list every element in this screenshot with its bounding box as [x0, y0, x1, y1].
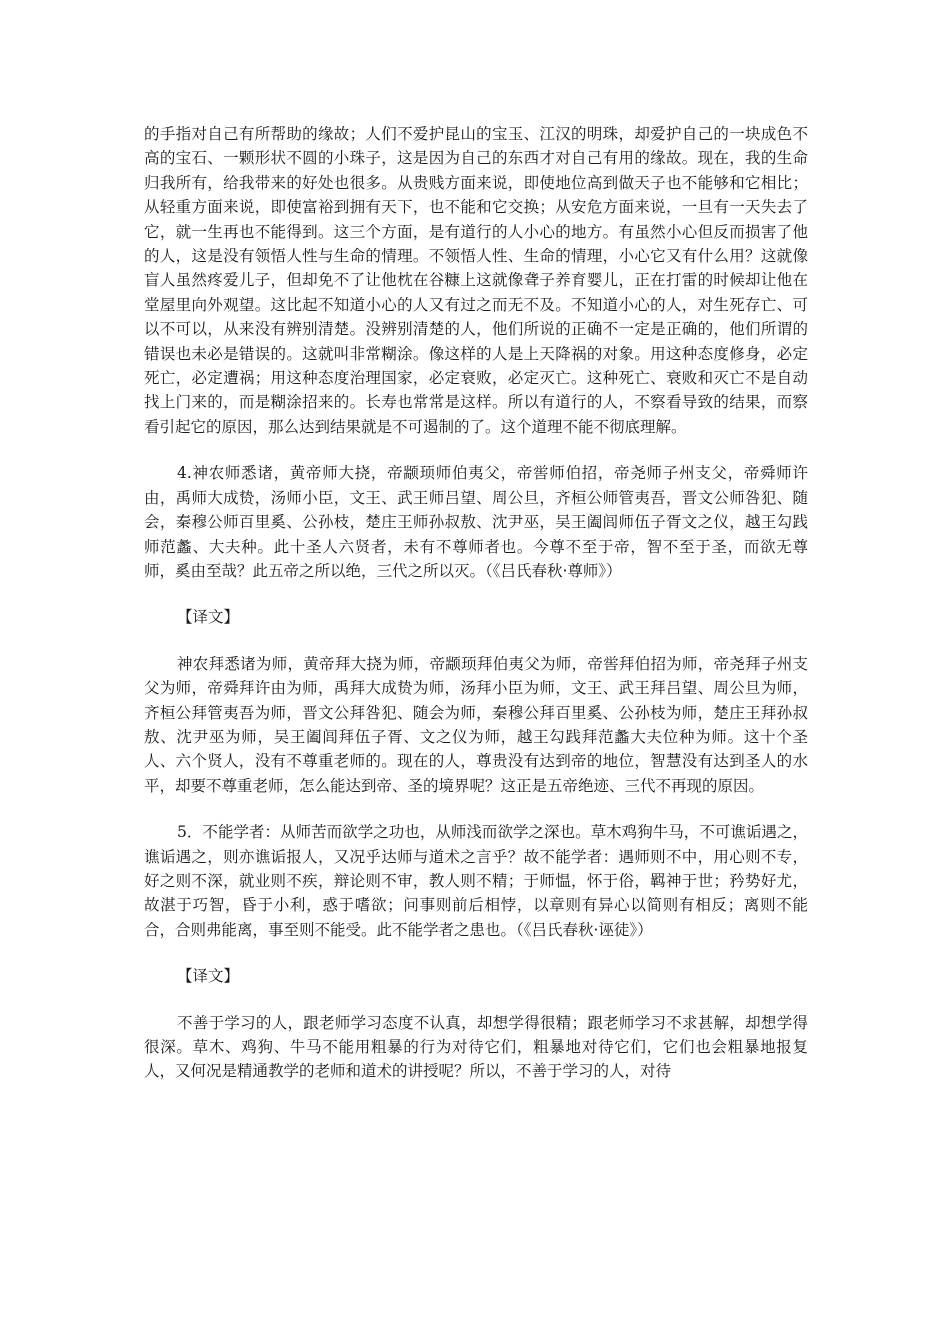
paragraph-item-4-translation: 神农拜悉诸为师，黄帝拜大挠为师，帝颛顼拜伯夷父为师，帝喾拜伯招为师，帝尧拜子州支父为师，帝舜拜许由为师，禹拜大成贽为师，汤拜小臣为师，文王、武王拜吕望、周公旦为师，齐桓公拜管夷吾为师，晋文公拜咎犯、随会为师，秦穆公拜百里奚、公孙枝为师，楚庄王拜孙叔敖、沈尹巫为师，吴王阖闾拜伍子胥、文之仪为师，越王勾践拜范蠡大夫位种为师。这十个圣人、六个贤人，没有不尊重老师的。现在的人，尊贵没有达到帝的地位，智慧没有达到圣人的水平，却要不尊重老师，怎么能达到帝、圣的境界呢？这正是五帝绝迹、三代不再现的原因。	[144, 654, 808, 795]
paragraph-translation-continued: 的手指对自己有所帮助的缘故；人们不爱护昆山的宝玉、江汉的明珠，却爱护自己的一块成色不高的宝石、一颗形状不圆的小珠子，这是因为自己的东西才对自己有用的缘故。现在，我的生命归我所有，给我带来的好处也很多。从贵贱方面来说，即使地位高到做天子也不能够和它相比；从轻重方面来说，即使富裕到拥有天下，也不能和它交换；从安危方面来说，一旦有一天失去了它，就一生再也不能得到。这三个方面，是有道行的人小心的地方。有虽然小心但反而损害了他的人，这是没有领悟人性与生命的情理。不领悟人性、生命的情理，小心它又有什么用？这就像盲人虽然疼爱儿子，但却免不了让他枕在谷糠上这就像聋子养育婴儿，正在打雷的时候却让他在堂屋里向外观望。这比起不知道小心的人又有过之而无不及。不知道小心的人，对生死存亡、可以不可以，从来没有辨别清楚。没辨别清楚的人，他们所说的正确不一定是正确的，他们所谓的错误也未必是错误的。这就叫非常糊涂。像这样的人是上天降祸的对象。用这种态度修身，必定死亡，必定遭祸；用这种态度治理国家，必定衰败，必定灭亡。这种死亡、衰败和灭亡不是自动找上门来的，而是糊涂招来的。长寿也常常是这样。所以有道行的人，不察看导致的结果，而察看引起它的原因，那么达到结果就是不可遏制的了。这个道理不能不彻底理解。	[144, 125, 808, 436]
document-body	[144, 122, 808, 1084]
translation-heading-2: 【译文】	[177, 967, 240, 986]
translation-heading-1: 【译文】	[177, 608, 240, 627]
paragraph-item-5-translation: 不善于学习的人，跟老师学习态度不认真，却想学得很精；跟老师学习不求甚解，却想学得很深。草木、鸡狗、牛马不能用粗暴的行为对待它们，粗暴地对待它们，它们也会粗暴地报复人，又何况是精通教学的老师和道术的讲授呢？所以，不善于学习的人，对待	[144, 1013, 808, 1081]
paragraph-item-5-original: 5．不能学者：从师苦而欲学之功也，从师浅而欲学之深也。草木鸡狗牛马，不可谯诟遇之，谯诟遇之，则亦谯诟报人，又况乎达师与道术之言乎？故不能学者：遇师则不中，用心则不专，好之则不深，就业则不疾，辩论则不审，教人则不精；于师愠，怀于俗，羁神于世；矜势好尤，故湛于巧智，昏于小利，惑于嗜欲；问事则前后相悖，以章则有异心以简则有相反；离则不能合，合则弗能离，事至则不能受。此不能学者之患也。（《吕氏春秋·诬徒》）	[144, 823, 808, 939]
paragraph-item-4-original: 4.神农师悉诸，黄帝师大挠，帝颛顼师伯夷父，帝喾师伯招，帝尧师子州支父，帝舜师许由，禹师大成贽，汤师小臣，文王、武王师吕望、周公旦，齐桓公师管夷吾，晋文公师咎犯、随会，秦穆公师百里奚、公孙枝，楚庄王师孙叔敖、沈尹巫，吴王阖闾师伍子胥文之仪，越王勾践师范蠡、大夫种。此十圣人六贤者，未有不尊师者也。今尊不至于帝，智不至于圣，而欲无尊师，奚由至哉？此五帝之所以绝，三代之所以灭。（《吕氏春秋·尊师》）	[144, 464, 808, 580]
